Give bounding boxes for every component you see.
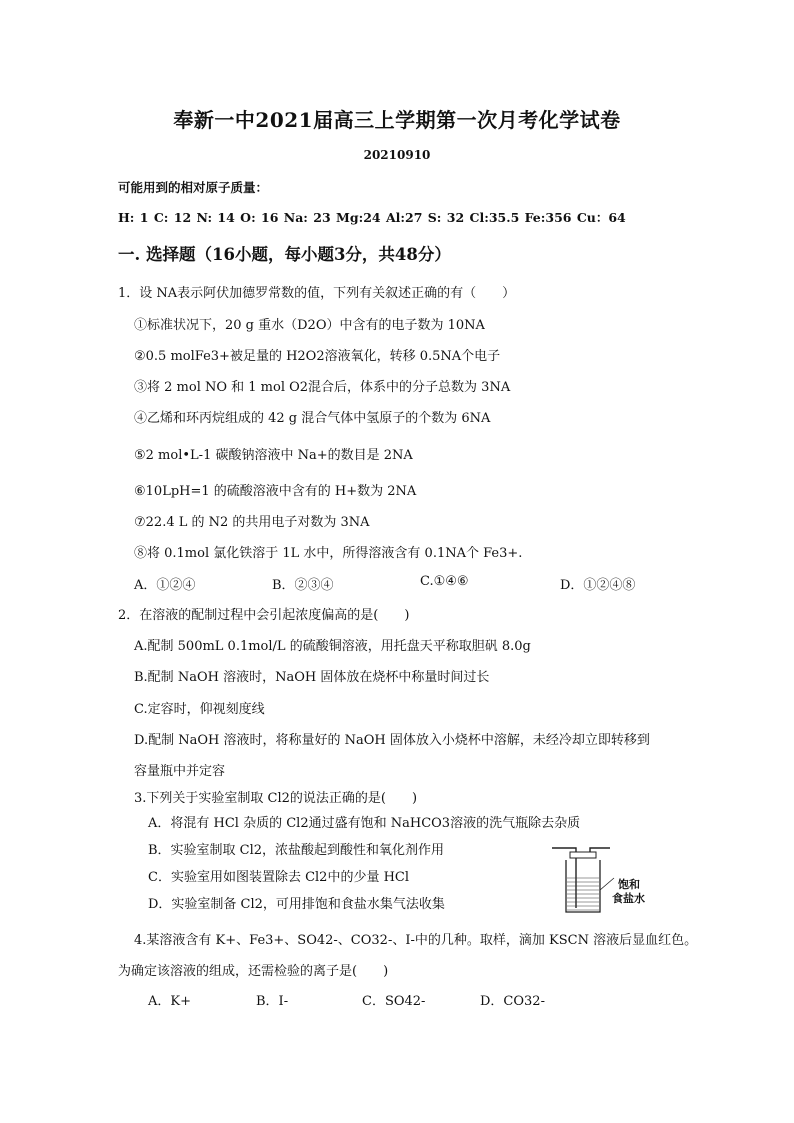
q1-item: ③将 2 mol NO 和 1 mol O2混合后，体系中的分子总数为 3NA bbox=[134, 380, 511, 395]
atomic-mass-list: H: 1 C: 12 N: 14 O: 16 Na: 23 Mg:24 Al:27 S: 32 Cl:35.5 Fe:356 Cu：64 bbox=[118, 210, 626, 225]
q1-item: ①标准状况下，20 g 重水（D2O）中含有的电子数为 10NA bbox=[134, 318, 485, 333]
q1-option-a: A．①②④ bbox=[134, 578, 196, 593]
q1-item: ④乙烯和环丙烷组成的 42 g 混合气体中氢原子的个数为 6NA bbox=[134, 411, 491, 426]
q2-option-c: C.定容时，仰视刻度线 bbox=[134, 702, 265, 717]
page-title: 奉新一中2021届高三上学期第一次月考化学试卷 bbox=[173, 108, 621, 132]
q1-item: ⑦22.4 L 的 N2 的共用电子对数为 3NA bbox=[134, 515, 370, 530]
q4-stem-line2: 为确定该溶液的组成，还需检验的离子是( ) bbox=[118, 964, 389, 979]
q2-option-d: D.配制 NaOH 溶液时，将称量好的 NaOH 固体放入小烧杯中溶解，未经冷却立即转移到 bbox=[134, 733, 650, 748]
q3-stem: 3.下列关于实验室制取 Cl2的说法正确的是( ) bbox=[134, 791, 418, 806]
q4-option-d: D．CO32- bbox=[480, 994, 545, 1009]
q1-item: ⑧将 0.1mol 氯化铁溶于 1L 水中，所得溶液含有 0.1NA个 Fe3+. bbox=[134, 546, 523, 561]
q1-option-b: B．②③④ bbox=[272, 578, 334, 593]
q3-option-d: D．实验室制备 Cl2，可用排饱和食盐水集气法收集 bbox=[148, 897, 445, 912]
q4-option-c: C．SO42- bbox=[362, 994, 426, 1009]
label-pointer bbox=[600, 878, 614, 890]
section-heading: 一. 选择题（16小题，每小题3分，共48分） bbox=[118, 245, 451, 264]
exam-date: 20210910 bbox=[363, 148, 431, 162]
figure-label-saturated: 饱和 bbox=[618, 878, 640, 891]
liquid-fill bbox=[567, 878, 599, 910]
q2-option-b: B.配制 NaOH 溶液时，NaOH 固体放在烧杯中称量时间过长 bbox=[134, 670, 490, 685]
q1-stem: 1．设 NA表示阿伏加德罗常数的值，下列有关叙述正确的有（ ） bbox=[118, 286, 516, 301]
q1-option-c: C.①④⑥ bbox=[420, 574, 469, 589]
q2-option-d-cont: 容量瓶中并定容 bbox=[134, 764, 226, 779]
q1-option-d: D．①②④⑧ bbox=[560, 578, 636, 593]
stopper bbox=[570, 852, 596, 858]
q3-option-b: B．实验室制取 Cl2，浓盐酸起到酸性和氧化剂作用 bbox=[148, 843, 445, 858]
q3-option-c: C．实验室用如图装置除去 Cl2中的少量 HCl bbox=[148, 870, 410, 885]
q2-option-a: A.配制 500mL 0.1mol/L 的硫酸铜溶液，用托盘天平称取胆矾 8.0g bbox=[134, 639, 531, 654]
q4-stem-line1: 4.某溶液含有 K+、Fe3+、SO42-、CO32-、I-中的几种。取样，滴加 KSCN 溶液后显血红色。 bbox=[134, 933, 698, 948]
q4-option-b: B．I- bbox=[256, 994, 289, 1009]
q4-option-a: A．K+ bbox=[148, 994, 191, 1009]
q1-item: ⑤2 mol•L-1 碳酸钠溶液中 Na+的数目是 2NA bbox=[134, 448, 413, 463]
q1-item: ⑥10LpH=1 的硫酸溶液中含有的 H+数为 2NA bbox=[134, 484, 417, 499]
figure-label-brine: 食盐水 bbox=[612, 892, 645, 905]
gas-washing-bottle-diagram bbox=[548, 838, 658, 918]
q2-stem: 2．在溶液的配制过程中会引起浓度偏高的是( ) bbox=[118, 608, 410, 623]
atomic-mass-label: 可能用到的相对原子质量： bbox=[118, 180, 269, 195]
q1-item: ②0.5 molFe3+被足量的 H2O2溶液氧化，转移 0.5NA个电子 bbox=[134, 349, 501, 364]
q3-option-a: A．将混有 HCl 杂质的 Cl2通过盛有饱和 NaHCO3溶液的洗气瓶除去杂质 bbox=[148, 816, 581, 831]
